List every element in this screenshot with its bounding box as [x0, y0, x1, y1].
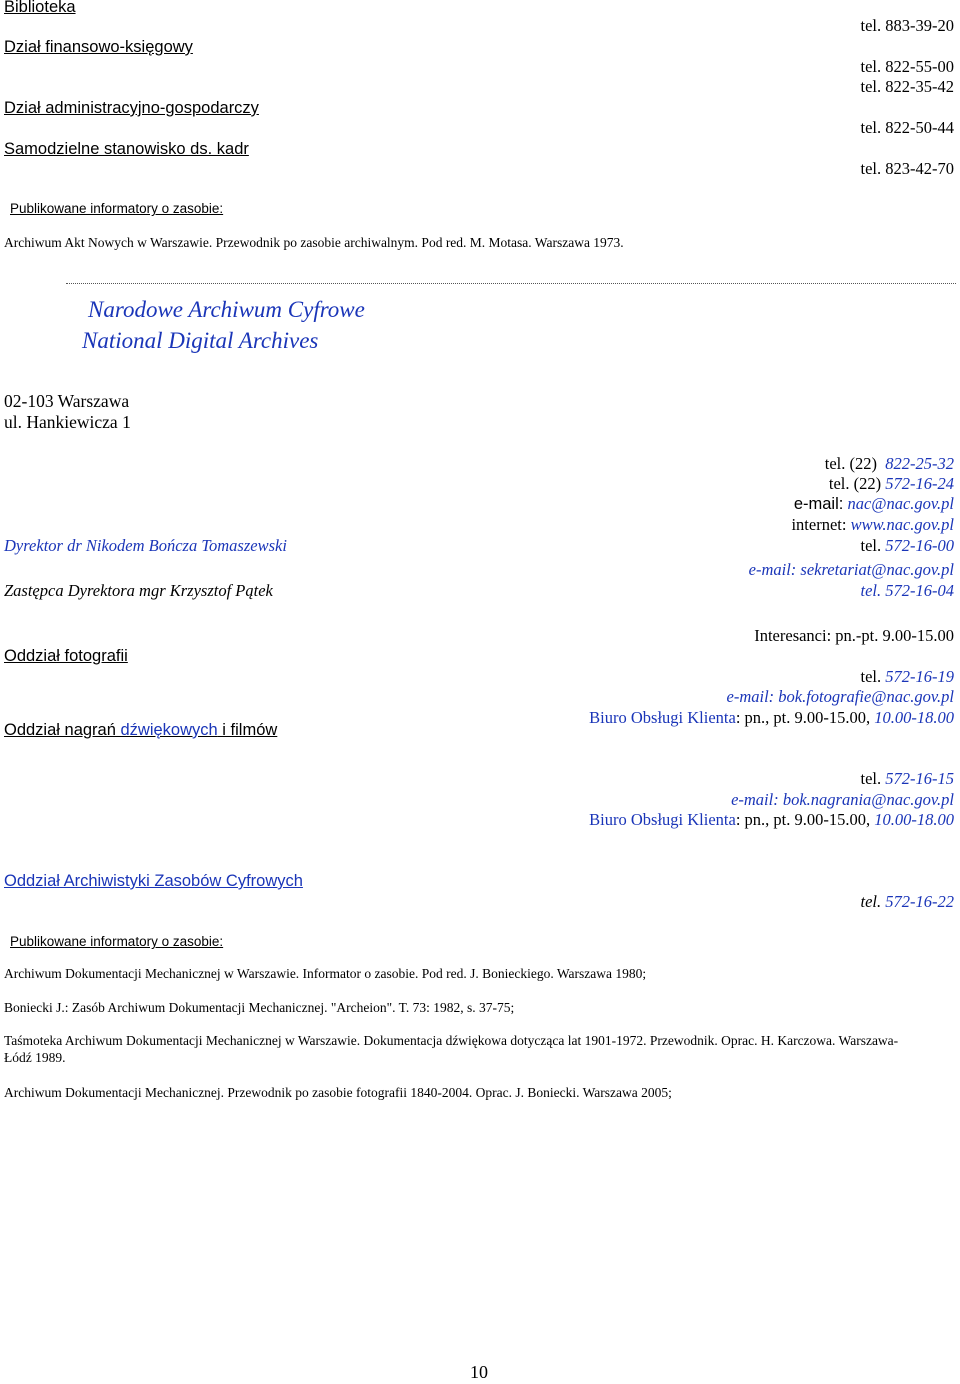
photo-email[interactable]: e-mail: bok.fotografie@nac.gov.pl — [726, 687, 954, 706]
email-link[interactable]: nac@nac.gov.pl — [847, 494, 954, 513]
main-phone-2: tel. (22) 572-16-24 — [828, 474, 954, 493]
publications-label: Publikowane informatory o zasobie: — [10, 201, 224, 216]
page-number: 10 — [470, 1362, 488, 1382]
publication-item: Taśmoteka Archiwum Dokumentacji Mechanicznej w Warszawie. Dokumentacja dźwiękowa dotycząca lat 1901-1972. Przewodnik. Oprac. H. Karczowa. Warszawa- — [4, 1033, 899, 1048]
department-hr: Samodzielne stanowisko ds. kadr — [4, 140, 249, 158]
publication-item: Archiwum Dokumentacji Mechanicznej w Warszawie. Informator o zasobie. Pod red. J. Bonieckiego. Warszawa 1980; — [4, 966, 647, 981]
phone-finance-2: tel. 822-35-42 — [860, 77, 954, 96]
website-link[interactable]: www.nac.gov.pl — [850, 515, 954, 534]
publications-label-2: Publikowane informatory o zasobie: — [10, 934, 224, 949]
audio-email[interactable]: e-mail: bok.nagrania@nac.gov.pl — [731, 790, 954, 809]
institution-name-pl: Narodowe Archiwum Cyfrowe — [88, 297, 365, 322]
department-administration: Dział administracyjno-gospodarczy — [4, 99, 259, 117]
phone-hr: tel. 823-42-70 — [860, 159, 954, 178]
digital-phone: tel. 572-16-22 — [860, 892, 954, 911]
director-name: Dyrektor dr Nikodem Bończa Tomaszewski — [4, 536, 287, 555]
address-street: ul. Hankiewicza 1 — [4, 412, 131, 432]
deputy-name: Zastępca Dyrektora mgr Krzysztof Pątek — [4, 581, 273, 600]
department-finance: Dział finansowo-księgowy — [4, 38, 193, 56]
dotted-separator — [66, 283, 956, 284]
publication-item: Archiwum Dokumentacji Mechanicznej. Przewodnik po zasobie fotografii 1840-2004. Oprac. J. Boniecki. Warszawa 2005; — [4, 1085, 672, 1100]
publication-item-continued: Łódź 1989. — [4, 1050, 66, 1065]
digital-department-title[interactable]: Oddział Archiwistyki Zasobów Cyfrowych — [4, 872, 303, 890]
photo-phone: tel. 572-16-19 — [860, 667, 954, 686]
deputy-phone: tel. 572-16-04 — [860, 581, 954, 600]
publication-item: Boniecki J.: Zasób Archiwum Dokumentacji Mechanicznej. "Archeion". T. 73: 1982, s. 37-75; — [4, 1000, 515, 1015]
director-email[interactable]: e-mail: sekretariat@nac.gov.pl — [748, 560, 954, 579]
phone-biblioteka: tel. 883-39-20 — [860, 16, 954, 35]
address-city: 02-103 Warszawa — [4, 391, 130, 411]
main-email: e-mail: nac@nac.gov.pl — [793, 494, 954, 513]
audio-phone: tel. 572-16-15 — [860, 769, 954, 788]
audio-department-link[interactable]: dźwiękowych — [120, 721, 218, 739]
main-website: internet: www.nac.gov.pl — [791, 515, 954, 534]
audio-customer-service: Biuro Obsługi Klienta: pn., pt. 9.00-15.00, 10.00-18.00 — [589, 810, 954, 829]
main-phone-1: tel. (22) 822-25-32 — [824, 454, 954, 473]
phone-administration: tel. 822-50-44 — [860, 118, 954, 137]
department-biblioteka: Biblioteka — [4, 0, 76, 16]
audio-department-title: Oddział nagrań dźwiękowych i filmów — [4, 721, 278, 739]
office-hours: Interesanci: pn.-pt. 9.00-15.00 — [754, 626, 954, 645]
photo-department-title: Oddział fotografii — [4, 647, 128, 665]
publication-item: Archiwum Akt Nowych w Warszawie. Przewodnik po zasobie archiwalnym. Pod red. M. Motasa. Warszawa 1973. — [4, 235, 624, 250]
photo-customer-service: Biuro Obsługi Klienta: pn., pt. 9.00-15.00, 10.00-18.00 — [589, 708, 954, 727]
institution-name-en: National Digital Archives — [82, 328, 319, 353]
phone-finance: tel. 822-55-00 — [860, 57, 954, 76]
director-phone: tel. 572-16-00 — [860, 536, 954, 555]
